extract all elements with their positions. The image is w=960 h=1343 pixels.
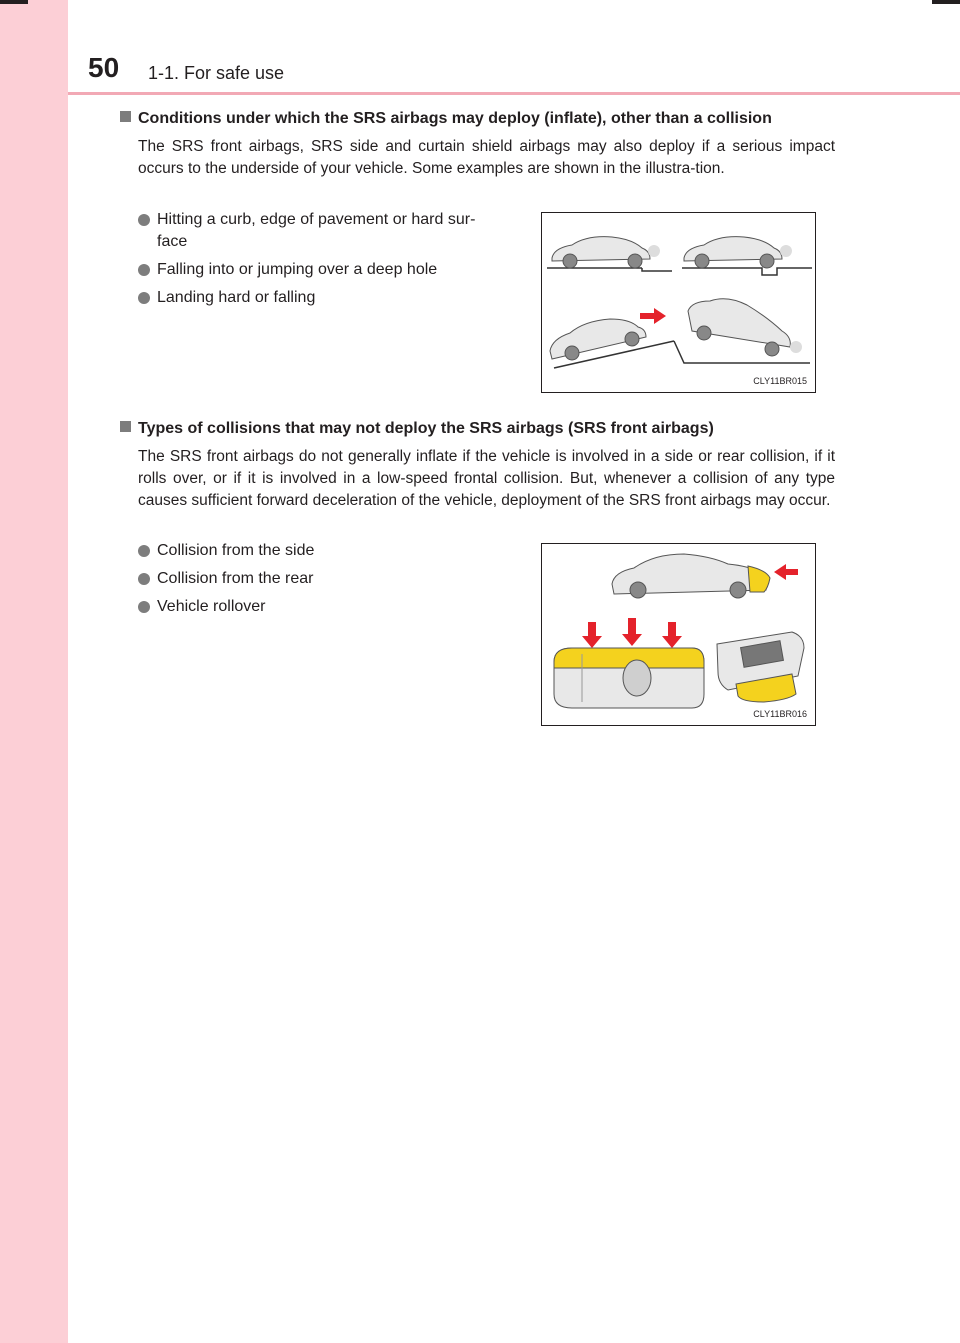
section-title: 1-1. For safe use <box>148 63 285 83</box>
side-band <box>0 0 68 1343</box>
list-item-text: Collision from the rear <box>157 570 314 587</box>
list-item-text: Landing hard or falling <box>157 289 316 306</box>
section1-heading-text: Conditions under which the SRS airbags may deploy (inflate), other than a collision <box>138 110 772 127</box>
section1-body: The SRS front airbags, SRS side and curtain shield airbags may also deploy if a serious impact occurs to the underside of your vehicle. Some examples are shown in the illustra-tion. <box>138 138 835 177</box>
car-rollover <box>717 632 804 702</box>
red-arrow-icon <box>640 308 666 324</box>
list-item-text: Collision from the side <box>157 542 315 559</box>
crop-mark-left <box>0 0 28 4</box>
list-item-text: Hitting a curb, edge of pavement or hard sur-face <box>157 211 476 250</box>
circle-bullet-icon <box>138 214 150 226</box>
list-item <box>138 596 500 618</box>
section2-heading <box>120 419 714 439</box>
list-item-text: Vehicle rollover <box>157 598 266 615</box>
section2-heading-text: Types of collisions that may not deploy the SRS airbags (SRS front airbags) <box>138 420 714 437</box>
square-bullet-icon <box>120 111 131 122</box>
list-item-text: Falling into or jumping over a deep hole <box>157 261 438 278</box>
section2-body: The SRS front airbags do not generally inflate if the vehicle is involved in a side or rear collision, if it rolls over, or if it is involved in a low-speed frontal collision. But, whenever a collision of any type causes sufficient forward deceleration of the vehicle, deployment of the SRS front airbags may occur. <box>138 448 835 509</box>
figure-non-deploy-collisions <box>541 543 816 726</box>
section2-bullet-list <box>138 540 500 624</box>
page-number: 50 <box>88 52 120 83</box>
non-deploy-collisions-illustration <box>542 544 817 727</box>
list-item <box>138 287 500 309</box>
red-arrow-icon <box>774 564 798 580</box>
figure-code: CLY11BR016 <box>753 709 807 719</box>
car-hitting-curb <box>547 237 672 271</box>
car-landing-hard <box>550 299 810 368</box>
circle-bullet-icon <box>138 264 150 276</box>
list-item <box>138 540 500 562</box>
circle-bullet-icon <box>138 601 150 613</box>
circle-bullet-icon <box>138 545 150 557</box>
list-item <box>138 568 500 590</box>
car-rear-collision <box>612 554 770 598</box>
list-item <box>138 259 500 281</box>
circle-bullet-icon <box>138 292 150 304</box>
figure-underside-impact <box>541 212 816 393</box>
section1-heading <box>120 109 772 129</box>
red-arrow-icon <box>662 622 682 648</box>
square-bullet-icon <box>120 421 131 432</box>
car-side-collision <box>554 648 704 708</box>
section1-bullet-list <box>138 209 500 315</box>
underside-impact-illustration <box>542 213 817 394</box>
red-arrow-icon <box>582 622 602 648</box>
list-item <box>138 209 500 253</box>
car-falling-into-hole <box>682 237 812 275</box>
crop-mark-right <box>932 0 960 4</box>
figure-code: CLY11BR015 <box>753 376 807 386</box>
header-rule <box>68 92 960 95</box>
red-arrow-icon <box>622 618 642 646</box>
circle-bullet-icon <box>138 573 150 585</box>
